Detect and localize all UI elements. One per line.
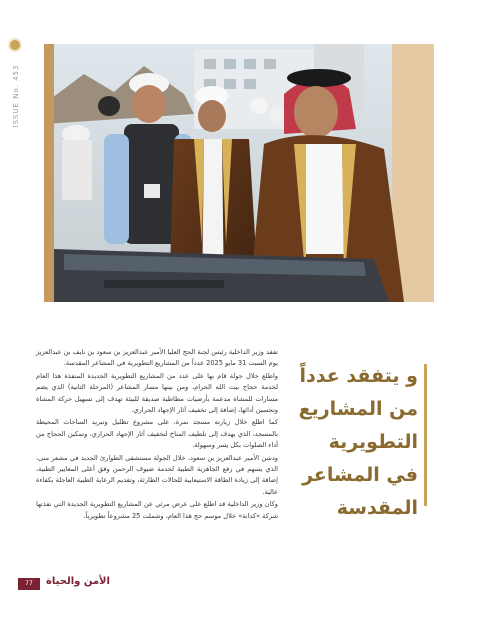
article-paragraph: وكان وزير الداخلية قد اطلع على عرض مرئي عن المشاريع التطويرية الجديدة التي نفذتها شركة «كدانة» خلال موسم حج هذا العام، وشملت 25 مشروعاً تطويرياً. — [36, 500, 278, 520]
article-paragraph: كما اطلع خلال زيارته مسجد نمرة، على مشروع تظليل وتبريد الساحات المحيطة بالمسجد، الذي يهدف إلى تلطيف المناخ لتخفيف آثار الإجهاد الحراري، وتمكين الحجاج من أداء الصلوات بكل يسر وسهولة. — [36, 418, 278, 450]
magazine-name: الأمن والحياة — [46, 576, 110, 587]
headline-line-1: و يتفقد عدداً — [299, 365, 418, 387]
photo-illustration — [44, 44, 434, 302]
article-photo — [44, 44, 434, 302]
article-paragraph: تفقد وزير الداخلية رئيس لجنة الحج العليا الأمير عبدالعزيز بن سعود بن نايف بن عبدالعزيز يوم السبت 31 مايو 2025 عدداً من المشاريع التطويرية في المشاعر المقدسة. — [36, 348, 278, 368]
article-paragraph: ودشن الأمير عبدالعزيز بن سعود، خلال الجولة مستشفى الطوارئ الجديد في مشعر منى، الذي يسهم في رفع الجاهزية الطبية لخدمة ضيوف الرحمن وفق أعلى المعايير الطبية، إضافة إلى زيادة الطاقة الاستيعابية للحالات الطارئة، وتقديم الرعاية الطبية العاجلة بكفاءة عالية. — [36, 453, 278, 496]
article-body — [36, 347, 278, 523]
issue-number: ISSUE No. 453 — [12, 64, 20, 128]
magazine-emblem-icon — [10, 40, 20, 50]
page-number: 77 — [18, 578, 40, 590]
article-paragraph: واطلع خلال جولة قام بها على عدد من المشاريع التطويرية الجديدة المنفذة هذا العام لخدمة حجاج بيت الله الحرام، ومن بينها مسار المشاعر (المرحلة الثانية) الذي يضم مسارات للمشاة مدعمة بأرضيات مطاطية صديقة للبيئة تهدف إلى تسهيل حركة المشاة وتحسين أدائها، إضافة إلى تخفيف آثار الإجهاد الحراري. — [36, 371, 278, 415]
headline-line-5: المقدسة — [336, 497, 418, 519]
sidebar — [6, 40, 26, 160]
headline-line-3: التطويرية — [328, 431, 418, 453]
headline-line-2: من المشاريع — [298, 398, 418, 420]
headline-accent-rule — [424, 364, 427, 506]
headline — [288, 360, 418, 525]
headline-line-4: في المشاعر — [302, 464, 418, 486]
